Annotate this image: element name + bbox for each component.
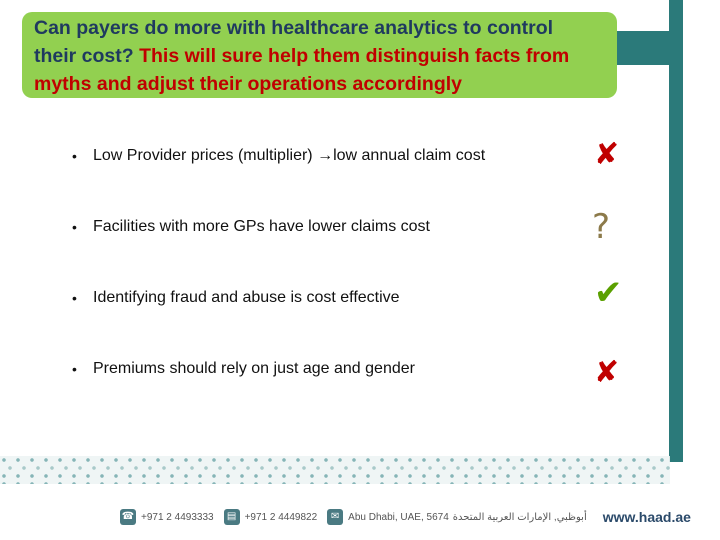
cross-mark-icon: ✘ bbox=[594, 356, 620, 389]
bullet-item bbox=[72, 283, 632, 313]
bullet-dot: • bbox=[72, 219, 77, 235]
title-box bbox=[22, 12, 617, 98]
bullet-text: Facilities with more GPs have lower claims cost bbox=[93, 218, 430, 235]
question-mark-icon: ? bbox=[592, 207, 611, 247]
cross-mark-icon: ✘ bbox=[594, 138, 620, 171]
footer bbox=[120, 502, 720, 532]
website-link[interactable]: www.haad.ae bbox=[602, 509, 691, 525]
fax-number: +971 2 4449822 bbox=[244, 511, 318, 523]
slide-title bbox=[34, 14, 617, 98]
decorative-pattern-band bbox=[0, 456, 670, 484]
fax-icon: ▤ bbox=[224, 509, 240, 525]
bullet-text: Identifying fraud and abuse is cost effective bbox=[93, 289, 400, 306]
phone-icon: ☎ bbox=[120, 509, 136, 525]
bullet-dot: • bbox=[72, 290, 77, 306]
phone-number: +971 2 4493333 bbox=[141, 511, 214, 523]
bullet-item bbox=[72, 138, 632, 171]
right-accent-bar bbox=[669, 0, 683, 462]
title-question: Can payers do more with healthcare analytics to control their cost? bbox=[34, 17, 554, 67]
mail-icon: ✉ bbox=[327, 509, 343, 525]
bullet-item bbox=[72, 354, 632, 384]
bullet-item bbox=[72, 207, 632, 247]
bullet-text: Low Provider prices (multiplier) →low annual claim cost bbox=[93, 147, 486, 164]
check-mark-icon: ✔ bbox=[594, 274, 623, 312]
bullet-dot: • bbox=[72, 148, 77, 164]
footer-phone bbox=[120, 509, 214, 525]
address-text: Abu Dhabi, UAE, 5674 bbox=[348, 511, 449, 523]
footer-address bbox=[327, 509, 587, 525]
footer-fax bbox=[224, 509, 318, 525]
address-arabic: أبوظبي, الإمارات العربية المتحدة bbox=[452, 511, 587, 523]
bullet-dot: • bbox=[72, 361, 77, 377]
title-highlight: This will sure help them distinguish facts from myths and adjust their operations accordingly bbox=[34, 45, 570, 95]
bullet-text: Premiums should rely on just age and gender bbox=[93, 360, 415, 377]
